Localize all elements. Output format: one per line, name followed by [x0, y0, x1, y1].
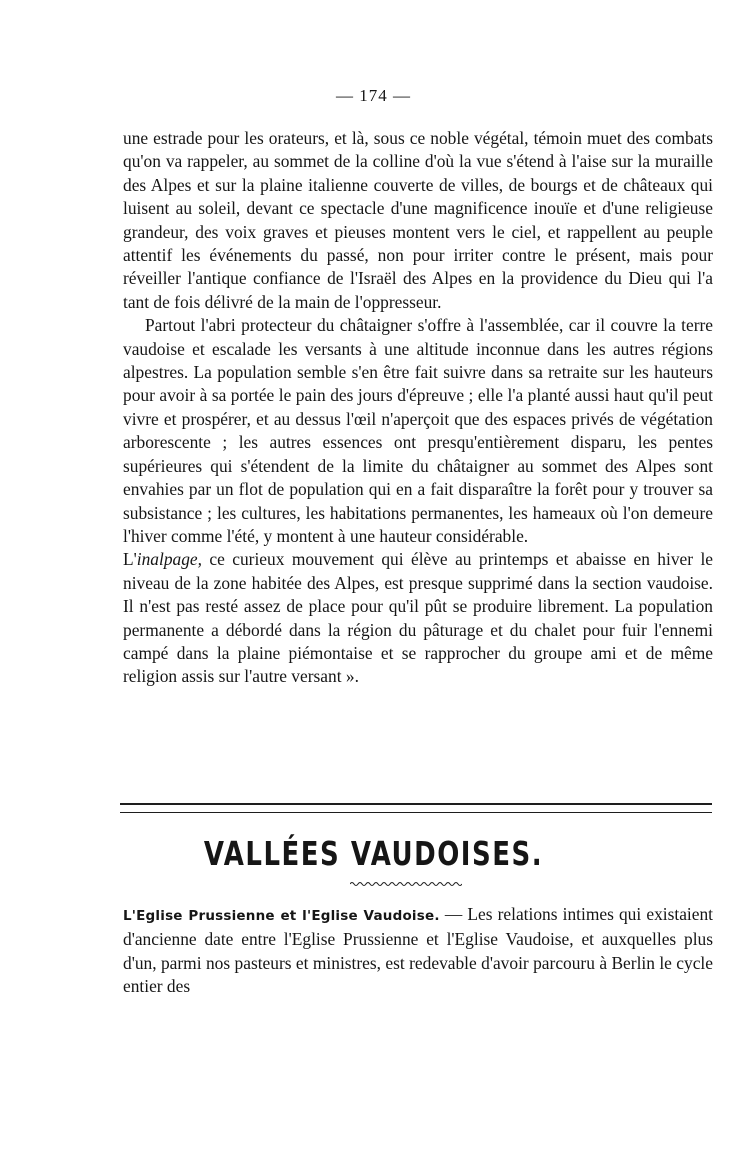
paragraph-text: L'	[123, 549, 137, 570]
section-separator-rule	[120, 803, 712, 813]
paragraph-text: ce curieux mouvement qui élève au printemps et abaisse en hiver le niveau de la zone habitée des Alpes, est presque supprimé dans la section vaudoise. Il n'est pas resté assez de place pour qu'il pût se produire librement. La population permanente a débordé dans la région du pâturage et du chalet pour fuir l'ennemi campé dans la plaine piémontaise et se rapprocher du groupe ami et de même religion assis sur l'autre versant ».	[123, 549, 713, 687]
article-section	[123, 903, 713, 999]
paragraph	[123, 548, 713, 688]
paragraph: Partout l'abri protecteur du châtaigner s'offre à l'assemblée, car il couvre la terre vaudoise et escalade les versants à une altitude inconnue dans les autres régions alpestres. La population semble s'en être fait suivre dans sa retraite sur les hauteurs pour avoir à sa portée le pain des jours d'épreuve ; elle l'a planté aussi haut qu'il peut vivre et prospérer, et au dessus l'œil n'aperçoit que des espaces privés de végétation arborescente ; les autres essences ont presqu'entièrement disparu, les pentes supérieures qui s'étendent de la limite du châtaigner au sommet des Alpes sont envahies par un flot de population qui en a fait disparaître la forêt pour y trouver sa subsistance ; les cultures, les habitations permanentes, les hameaux où l'on demeure l'hiver comme l'été, y montent à une hauteur considérable.	[123, 315, 713, 546]
section-title: VALLÉES VAUDOISES.	[203, 836, 544, 874]
wavy-ornament	[350, 880, 462, 888]
dash: —	[439, 904, 468, 924]
italic-term: inalpage,	[136, 549, 202, 570]
paragraph: une estrade pour les orateurs, et là, sous ce noble végétal, témoin muet des combats qu'on va rappeler, au sommet de la colline d'où la vue s'étend à l'aise sur la muraille des Alpes et sur la plaine italienne couverte de villes, de bourgs et de châteaux qui luisent au soleil, devant ce spectacle d'une magnificence inouïe et d'une religieuse grandeur, des voix graves et pieuses montent vers le ciel, et rappellent au peuple attentif les événements du passé, non pour irriter contre le présent, mais pour réveiller l'antique confiance de l'Israël des Alpes en la providence du Dieu qui l'a tant de fois délivré de la main de l'oppresseur.	[123, 128, 713, 312]
paragraph	[123, 903, 713, 999]
paragraph-text: Les relations intimes qui existaient d'ancienne date entre l'Eglise Prussienne et l'Eglise Vaudoise, et auxquelles plus d'un, parmi nos pasteurs et ministres, est redevable d'avoir parcouru à Berlin le cycle entier des	[123, 904, 713, 997]
body-text-section	[123, 127, 713, 689]
article-heading: L'Eglise Prussienne et l'Eglise Vaudoise.	[123, 908, 440, 924]
page-number: — 174 —	[336, 86, 411, 105]
